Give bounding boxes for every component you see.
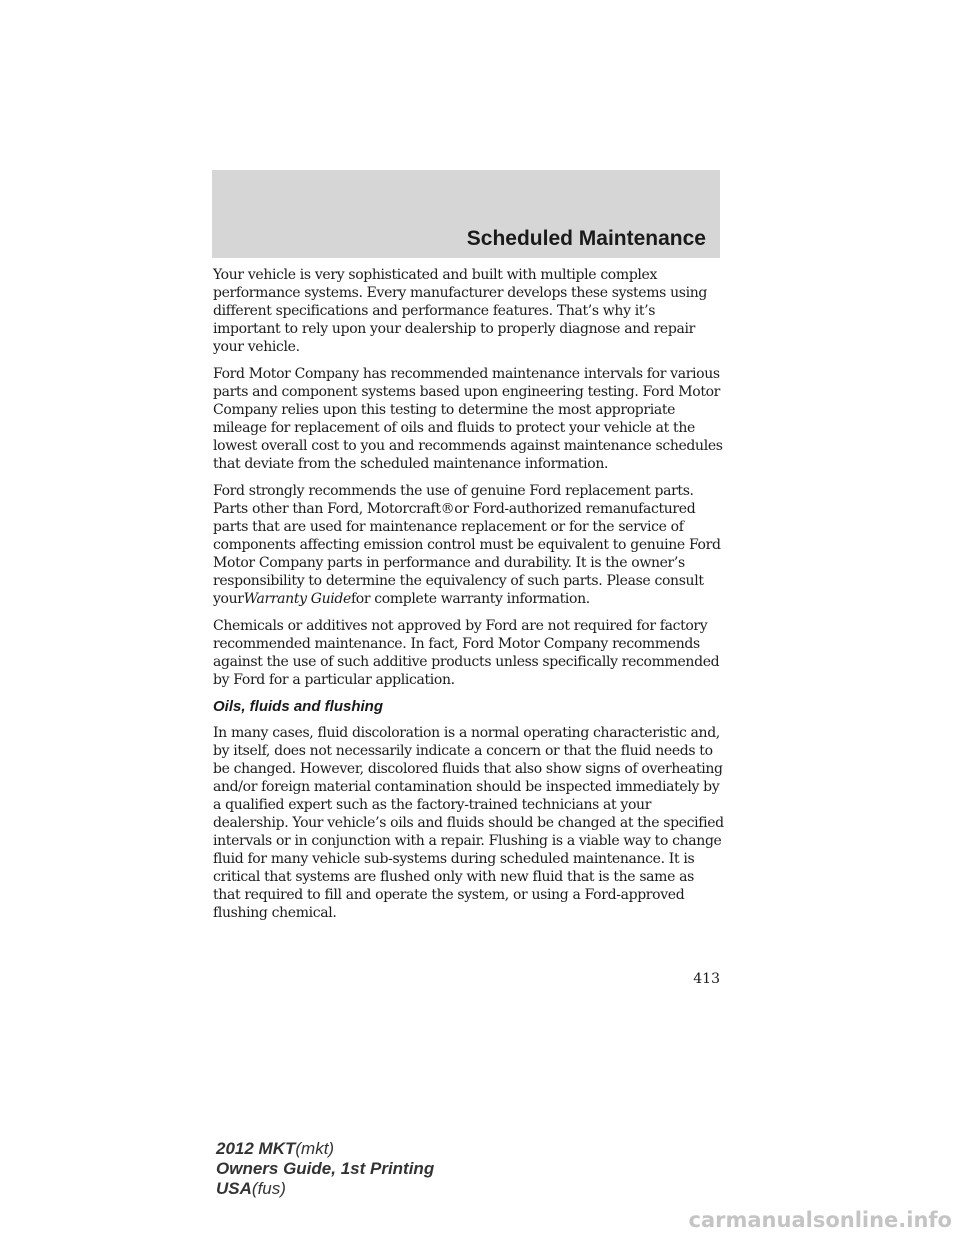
paragraph-fluid-flushing: In many cases, fluid discoloration is a normal operating characteristic and, by itself, does not necessarily indicate a concern or that the fluid needs to be changed. However, discolored fluids that also show signs of overheating and/or foreign material contamination should be inspected immediately by a qualified expert such as the factory-trained technicians at your dealership. Your vehicle’s oils and fluids should be changed at the specified intervals or in conjunction with a repair. Flushing is a viable way to change fluid for many vehicle sub-systems during scheduled maintenance. It is critical that systems are flushed only with new fluid that is the same as that required to fill and operate the system, or using a Ford-approved flushing chemical. <box>213 725 724 921</box>
footer-print-info <box>216 1139 434 1199</box>
paragraph-maintenance-intervals: Ford Motor Company has recommended maintenance intervals for various parts and component systems based upon engineering testing. Ford Motor Company relies upon this testing to determine the most appropriate mileage for replacement of oils and fluids to protect your vehicle at the lowest overall cost to you and recommends against maintenance schedules that deviate from the scheduled maintenance information. <box>213 366 723 472</box>
paragraph-replacement-parts-end: for complete warranty information. <box>350 591 590 607</box>
watermark: carmanualsonline.info <box>688 1208 952 1232</box>
section-title: Scheduled Maintenance <box>466 227 706 250</box>
footer-model-code: (mkt) <box>295 1139 335 1158</box>
warranty-guide-reference: Warranty Guide <box>243 591 351 607</box>
paragraph-replacement-parts-text: Ford strongly recommends the use of genuine Ford replacement parts. Parts other than Ford, Motorcraft®or Ford-authorized remanufactured parts that are used for maintenance replacement or for the service of components affecting emission control must be equivalent to genuine Ford Motor Company parts in performance and durability. It is the owner’s responsibility to determine the equivalency of such parts. Please consult your <box>213 483 721 607</box>
section-header-band <box>212 170 720 258</box>
footer-line-market <box>216 1179 434 1199</box>
subheading-oils-fluids: Oils, fluids and flushing <box>213 698 384 715</box>
page-number: 413 <box>693 971 720 987</box>
footer-line-edition <box>216 1159 434 1179</box>
footer-edition: Owners Guide, 1st Printing <box>216 1159 435 1178</box>
page-content <box>213 266 725 931</box>
footer-model: 2012 MKT <box>216 1139 296 1158</box>
footer-market-code: (fus) <box>251 1179 286 1198</box>
footer-line-model <box>216 1139 434 1159</box>
paragraph-chemicals-additives: Chemicals or additives not approved by Ford are not required for factory recommended maintenance. In fact, Ford Motor Company recommends against the use of such additive products unless specifically recommended by Ford for a particular application. <box>213 618 720 688</box>
paragraph-replacement-parts <box>213 482 725 608</box>
paragraph-vehicle-systems: Your vehicle is very sophisticated and built with multiple complex performance systems. Every manufacturer develops these systems using different specifications and performance features. That’s why it’s important to rely upon your dealership to properly diagnose and repair your vehicle. <box>213 267 708 355</box>
footer-market: USA <box>216 1179 252 1198</box>
